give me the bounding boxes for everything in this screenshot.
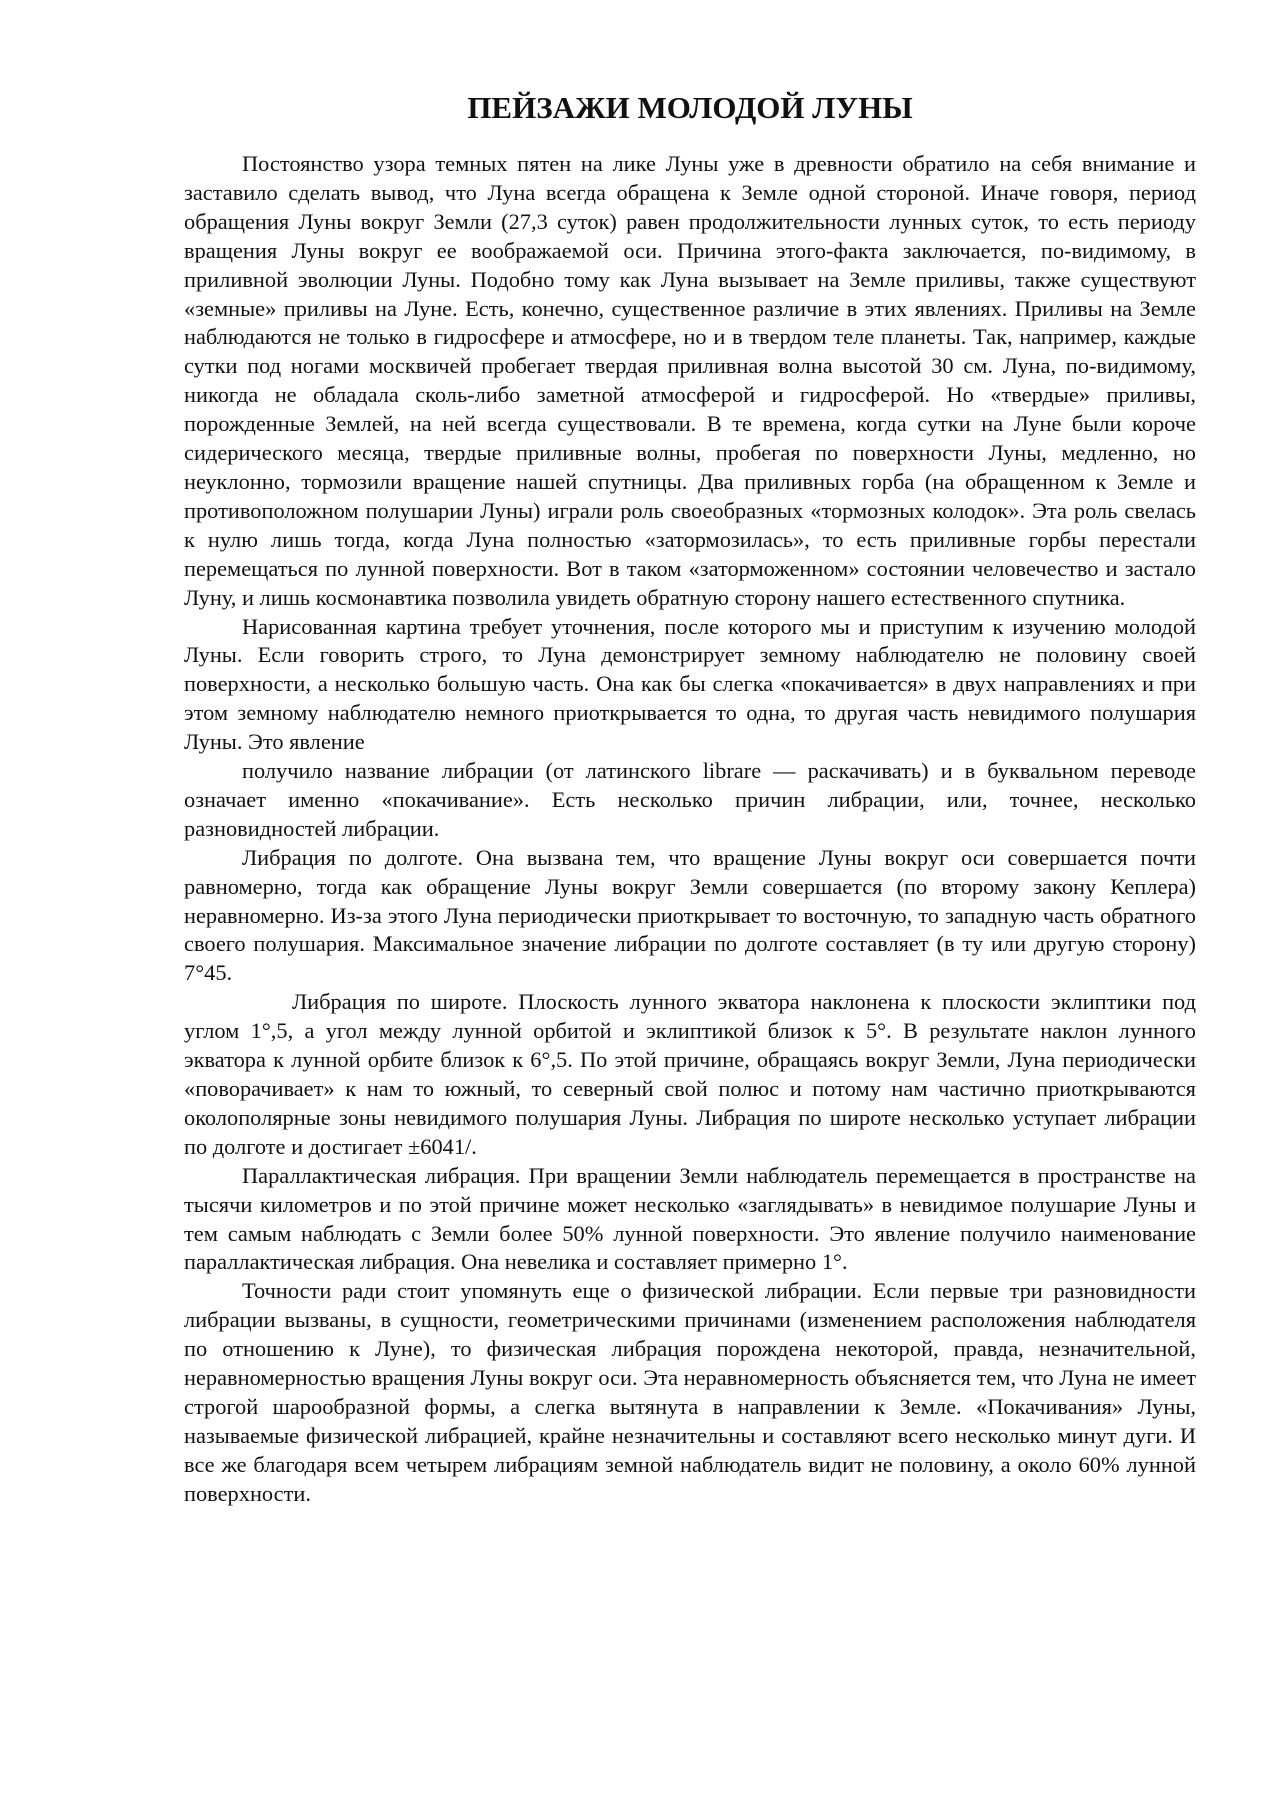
page-title: ПЕЙЗАЖИ МОЛОДОЙ ЛУНЫ xyxy=(467,90,913,125)
paragraph-longitude-libration: Либрация по долготе. Она вызвана тем, что вращение Луны вокруг оси совершается почти равномерно, тогда как обращение Луны вокруг Земли совершается (по второму закону Кеплера) неравномерно. Из-за этого Луна периодически приоткрывает то восточную, то западную часть обратного своего полушария. Максимальное значение либрации по долготе составляет (в ту или другую сторону) 7°45. xyxy=(184,844,1196,986)
paragraph-libration-intro: Нарисованная картина требует уточнения, после которого мы и приступим к изучению молодой Луны. Если говорить строго, то Луна демонстрирует земному наблюдателю не половину своей поверхности, а несколько большую часть. Она как бы слегка «покачивается» в двух направлениях и при этом земному наблюдателю немного приоткрывается то одна, то другая часть невидимого полушария Луны. Это явление xyxy=(184,613,1196,755)
document-page xyxy=(184,88,1196,1509)
paragraph-tidal-locking: Постоянство узора темных пятен на лике Луны уже в древности обратило на себя внимание и заставило сделать вывод, что Луна всегда обращена к Земле одной стороной. Иначе говоря, период обращения Луны вокруг Земли (27,3 суток) равен продолжительности лунных суток, то есть периоду вращения Луны вокруг ее воображаемой оси. Причина этого-факта заключается, по-видимому, в приливной эволюции Луны. Подобно тому как Луна вызывает на Земле приливы, также существуют «земные» приливы на Луне. Есть, конечно, существенное различие в этих явлениях. Приливы на Земле наблюдаются не только в гидросфере и атмосфере, но и в твердом теле планеты. Так, например, каждые сутки под ногами москвичей пробегает твердая приливная волна высотой 30 см. Луна, по-видимому, никогда не обладала сколь-либо заметной атмосферой и гидросферой. Но «твердые» приливы, порожденные Землей, на ней всегда существовали. В те времена, когда сутки на Луне были короче сидерического месяца, твердые приливные волны, пробегая по поверхности Луны, медленно, но неуклонно, тормозили вращение нашей спутницы. Два приливных горба (на обращенном к Земле и противоположном полушарии Луны) играли роль своеобразных «тормозных колодок». Эта роль свелась к нулю лишь тогда, когда Луна полностью «затормозилась», то есть приливные горбы перестали перемещаться по лунной поверхности. Вот в таком «заторможенном» состоянии человечество и застало Луну, и лишь космонавтика позволила увидеть обратную сторону нашего естественного спутника. xyxy=(184,151,1196,610)
paragraph-parallactic-libration: Параллактическая либрация. При вращении Земли наблюдатель перемещается в пространстве на тысячи километров и по этой причине может несколько «заглядывать» в невидимое полушарие Луны и тем самым наблюдать с Земли более 50% лунной поверхности. Это явление получило наименование параллактическая либрация. Она невелика и составляет примерно 1°. xyxy=(184,1162,1196,1275)
paragraph-latitude-libration: Либрация по широте. Плоскость лунного экватора наклонена к плоскости эклиптики под углом 1°,5, а угол между лунной орбитой и эклиптикой близок к 5°. В результате наклон лунного экватора к лунной орбите близок к 6°,5. По этой причине, обращаясь вокруг Земли, Луна периодически «поворачивает» к нам то южный, то северный свой полюс и потому нам частично приоткрываются околополярные зоны невидимого полушария Луны. Либрация по широте несколько уступает либрации по долготе и достигает ±6041/. xyxy=(184,989,1196,1159)
paragraph-physical-libration: Точности ради стоит упомянуть еще о физической либрации. Если первые три разновидности либрации вызваны, в сущности, геометрическими причинами (изменением расположения наблюдателя по отношению к Луне), то физическая либрация порождена некоторой, правда, незначительной, неравномерностью вращения Луны вокруг оси. Эта неравномерность объясняется тем, что Луна не имеет строгой шарообразной формы, а слегка вытянута в направлении к Земле. «Покачивания» Луны, называемые физической либрацией, крайне незначительны и составляют всего несколько минут дуги. И все же благодаря всем четырем либрациям земной наблюдатель видит не половину, а около 60% лунной поверхности. xyxy=(184,1278,1196,1506)
paragraph-libration-name: получило название либрации (от латинского librare — раскачивать) и в буквальном переводе означает именно «покачивание». Есть несколько причин либрации, или, точнее, несколько разновидностей либрации. xyxy=(184,758,1196,841)
